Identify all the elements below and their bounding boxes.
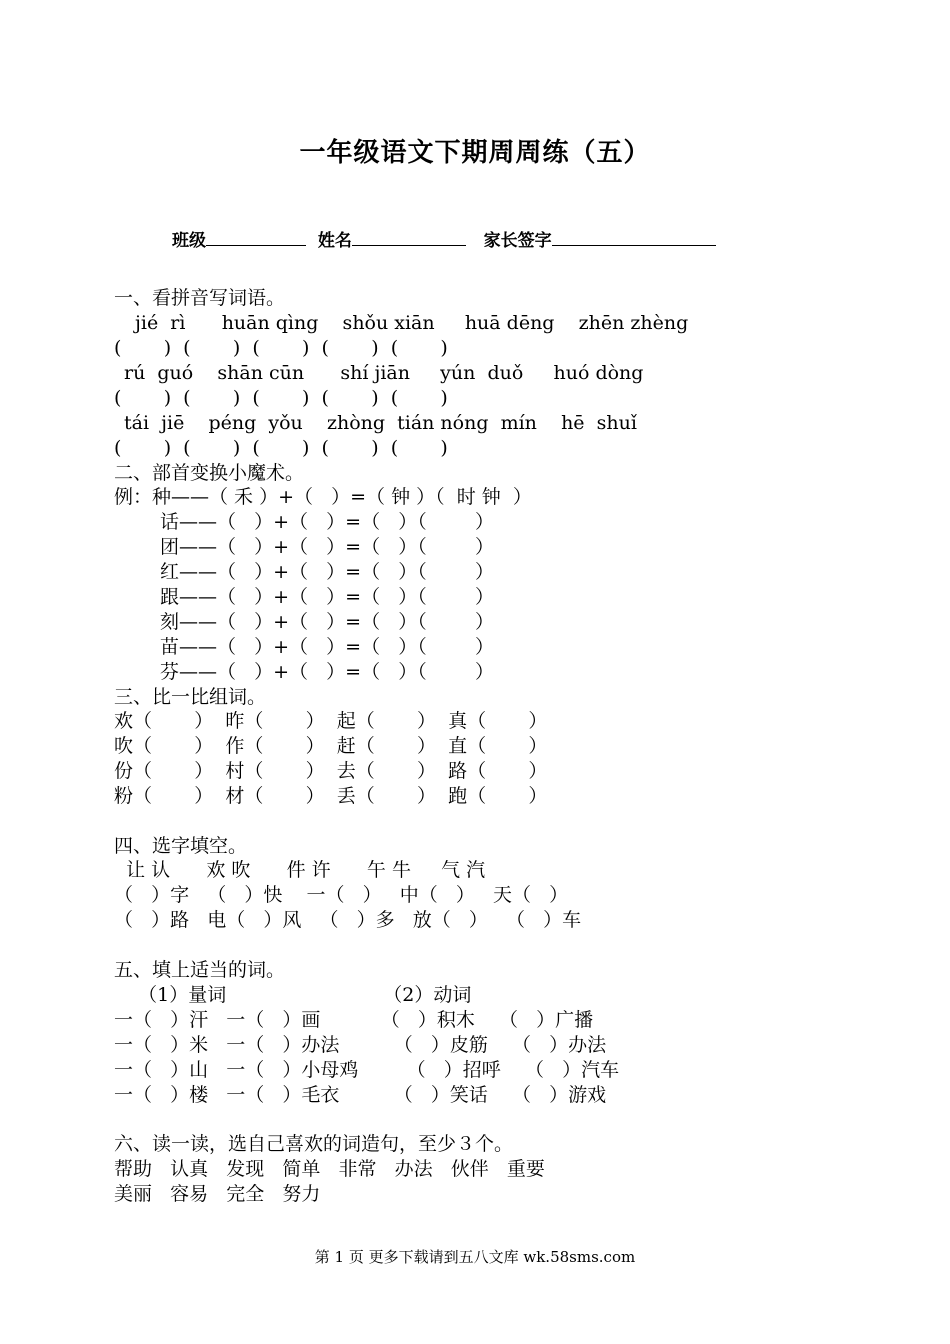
radical-row[interactable]: 红——（ ）+（ ）=（ ）（ ） — [160, 561, 495, 583]
pinyin-row-3: tái jiē péng yǒu zhòng tián nóng mín hē shuǐ — [124, 412, 637, 434]
radical-example: 例：种——（ 禾 ）+（ ）=（ 钟 ）（ 时 钟 ） — [114, 486, 532, 508]
radical-row[interactable]: 跟——（ ）+（ ）=（ ）（ ） — [160, 586, 495, 608]
section-5-heading: 五、填上适当的词。 — [114, 959, 286, 981]
word-fill-row[interactable]: 一（ ）汗 一（ ）画 （ ）积木 （ ）广播 — [114, 1009, 594, 1031]
character-options: 让 认 欢 吹 件 许 午 牛 气 汽 — [114, 859, 486, 881]
answer-brackets-row-3[interactable]: ( ) ( ) ( ) ( ) ( ) — [114, 437, 448, 459]
name-label: 姓名 — [317, 231, 352, 251]
radical-row[interactable]: 苗——（ ）+（ ）=（ ）（ ） — [160, 636, 495, 658]
compare-row[interactable]: 份（ ） 村（ ） 去（ ） 路（ ） — [114, 760, 548, 782]
section-2-heading: 二、部首变换小魔术。 — [114, 462, 305, 484]
pinyin-row-2: rú guó shān cūn shí jiān yún duǒ huó dòng — [124, 362, 644, 384]
compare-row[interactable]: 吹（ ） 作（ ） 赶（ ） 直（ ） — [114, 735, 548, 757]
page-footer: 第 1 页 更多下载请到五八文库 wk.58sms.com — [314, 1248, 636, 1266]
radical-row[interactable]: 团——（ ）+（ ）=（ ）（ ） — [160, 536, 495, 558]
fill-row-1[interactable]: （ ）字 （ ）快 一（ ） 中（ ） 天（ ） — [114, 884, 569, 906]
radical-row[interactable]: 芬——（ ）+（ ）=（ ）（ ） — [160, 661, 495, 683]
word-list-2: 美丽 容易 完全 努力 — [114, 1183, 321, 1205]
parent-signature-blank[interactable] — [552, 231, 716, 246]
answer-brackets-row-1[interactable]: ( ) ( ) ( ) ( ) ( ) — [114, 337, 448, 359]
parent-signature-label: 家长签字 — [483, 231, 552, 251]
compare-row[interactable]: 欢（ ） 昨（ ） 起（ ） 真（ ） — [114, 710, 548, 732]
section-3-heading: 三、比一比组词。 — [114, 686, 267, 708]
word-fill-row[interactable]: 一（ ）楼 一（ ）毛衣 （ ）笑话 （ ）游戏 — [114, 1084, 607, 1106]
radical-row[interactable]: 刻——（ ）+（ ）=（ ）（ ） — [160, 611, 495, 633]
radical-row[interactable]: 话——（ ）+（ ）=（ ）（ ） — [160, 511, 495, 533]
name-blank[interactable] — [352, 231, 466, 246]
section-4-heading: 四、选字填空。 — [114, 835, 248, 857]
class-label: 班级 — [172, 231, 206, 251]
fill-row-2[interactable]: （ ）路 电（ ）风 （ ）多 放（ ） （ ）车 — [114, 909, 582, 931]
student-info-line — [172, 226, 716, 251]
subsection-labels: （1）量词 （2）动词 — [114, 984, 472, 1006]
section-6-heading: 六、读一读，选自己喜欢的词造句，至少３个。 — [114, 1133, 514, 1155]
compare-row[interactable]: 粉（ ） 材（ ） 丢（ ） 跑（ ） — [114, 785, 548, 807]
pinyin-row-1: jié rì huān qìng shǒu xiān huā dēng zhēn zhèng — [135, 312, 689, 334]
class-blank[interactable] — [206, 231, 306, 246]
word-fill-row[interactable]: 一（ ）山 一（ ）小母鸡 （ ）招呼 （ ）汽车 — [114, 1059, 620, 1081]
section-1-heading: 一、看拼音写词语。 — [114, 287, 286, 309]
word-fill-row[interactable]: 一（ ）米 一（ ）办法 （ ）皮筋 （ ）办法 — [114, 1034, 607, 1056]
page-title: 一年级语文下期周周练（五） — [299, 138, 651, 168]
word-list-1: 帮助 认真 发现 简单 非常 办法 伙伴 重要 — [114, 1158, 545, 1180]
answer-brackets-row-2[interactable]: ( ) ( ) ( ) ( ) ( ) — [114, 387, 448, 409]
